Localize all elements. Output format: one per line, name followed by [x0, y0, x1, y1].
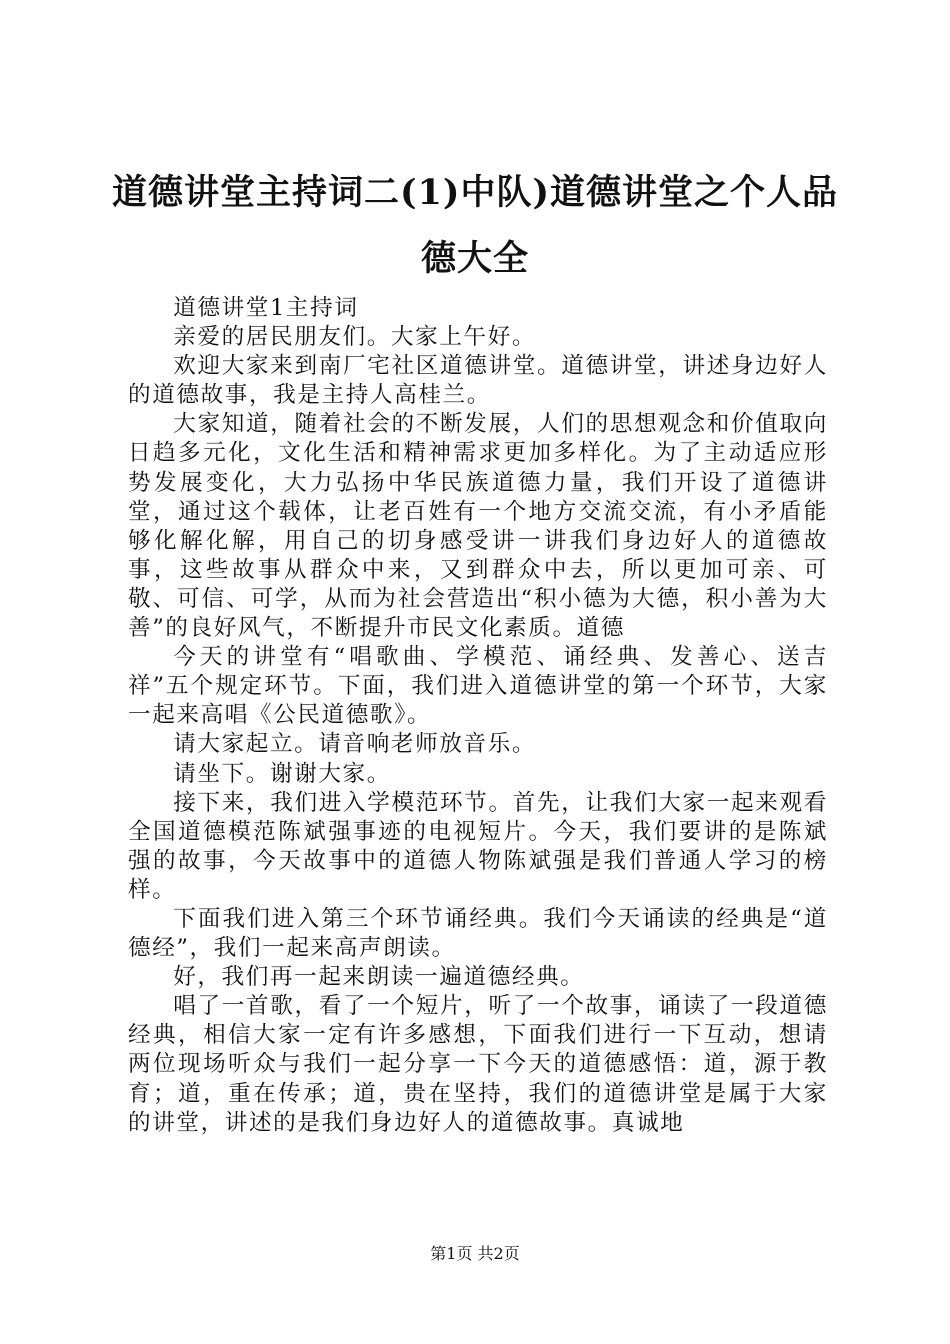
paragraph: 大家知道，随着社会的不断发展，人们的思想观念和价值取向日趋多元化，文化生活和精神需求更加多样化。为了主动适应形势发展变化，大力弘扬中华民族道德力量，我们开设了道德讲堂，通过这个载体，让老百姓有一个地方交流交流，有小矛盾能够化解化解，用自己的切身感受讲一讲我们身边好人的道德故事，这些故事从群众中来，又到群众中去，所以更加可亲、可敬、可信、可学，从而为社会营造出“积小德为大德，积小善为大善”的良好风气，不断提升市民文化素质。道德	[128, 411, 828, 642]
paragraph: 今天的讲堂有“唱歌曲、学模范、诵经典、发善心、送吉祥”五个规定环节。下面，我们进入道德讲堂的第一个环节，大家一起来高唱《公民道德歌》。	[128, 644, 828, 729]
document-title: 道德讲堂主持词二(1)中队)道德讲堂之个人品德大全	[111, 172, 839, 279]
paragraph: 下面我们进入第三个环节诵经典。我们今天诵读的经典是“道德经”，我们一起来高声朗读。	[128, 905, 828, 962]
paragraph: 接下来，我们进入学模范环节。首先，让我们大家一起来观看全国道德模范陈斌强事迹的电视短片。今天，我们要讲的是陈斌强的故事，今天故事中的道德人物陈斌强是我们普通人学习的榜样。	[128, 789, 828, 903]
paragraph: 亲爱的居民朋友们。大家上午好。	[173, 324, 537, 351]
paragraph: 好，我们再一起来朗读一遍道德经典。	[173, 964, 585, 991]
page-number-footer: 第1页 共2页	[430, 1244, 520, 1263]
paragraph: 请大家起立。请音响老师放音乐。	[173, 731, 537, 758]
paragraph: 欢迎大家来到南厂宅社区道德讲堂。道德讲堂，讲述身边好人的道德故事，我是主持人高桂兰。	[128, 353, 828, 409]
paragraph: 请坐下。谢谢大家。	[173, 760, 391, 787]
document-body	[128, 294, 828, 1138]
paragraph: 道德讲堂1主持词	[173, 295, 359, 321]
paragraph: 唱了一首歌，看了一个短片，听了一个故事，诵读了一段道德经典，相信大家一定有许多感想，下面我们进行一下互动，想请两位现场听众与我们一起分享一下今天的道德感悟：道，源于教育；道，重在传承；道，贵在坚持，我们的道德讲堂是属于大家的讲堂，讲述的是我们身边好人的道德故事。真诚地	[128, 993, 828, 1136]
